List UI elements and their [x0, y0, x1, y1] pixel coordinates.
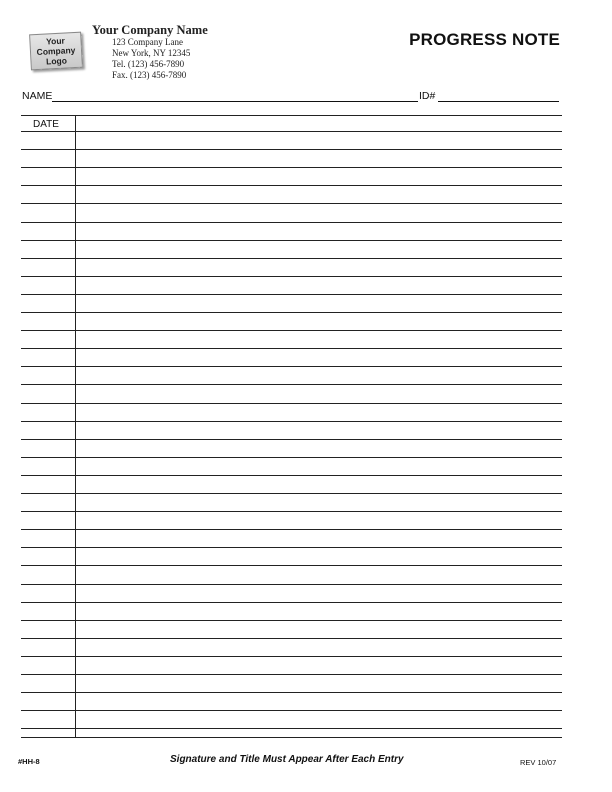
ruled-line — [21, 737, 562, 738]
ruled-line — [21, 222, 562, 223]
ruled-line — [21, 511, 562, 512]
ruled-line — [21, 439, 562, 440]
ruled-line — [21, 348, 562, 349]
company-fax: Fax. (123) 456-7890 — [112, 70, 187, 80]
ruled-line — [21, 294, 562, 295]
revision-label: REV 10/07 — [520, 758, 557, 767]
company-name: Your Company Name — [92, 23, 208, 37]
ruled-line — [21, 656, 562, 657]
company-info — [92, 23, 208, 81]
ruled-line — [21, 384, 562, 385]
ruled-line — [21, 131, 562, 132]
signature-notice: Signature and Title Must Appear After Each Entry — [170, 754, 404, 765]
ruled-line — [21, 620, 562, 621]
form-number: #HH-8 — [18, 757, 40, 766]
name-field-line[interactable] — [52, 101, 418, 102]
ruled-line — [21, 638, 562, 639]
name-label: NAME — [22, 90, 53, 102]
ruled-line — [21, 421, 562, 422]
ruled-line — [21, 403, 562, 404]
ruled-line — [21, 547, 562, 548]
date-column-divider — [75, 115, 76, 738]
ruled-line — [21, 674, 562, 675]
ruled-line — [21, 240, 562, 241]
ruled-line — [21, 710, 562, 711]
id-field-line[interactable] — [438, 101, 559, 102]
ruled-line — [21, 203, 562, 204]
ruled-line — [21, 475, 562, 476]
company-city: New York, NY 12345 — [112, 48, 191, 58]
ruled-line — [21, 728, 562, 729]
logo-line-1: Your — [45, 35, 66, 47]
date-column-header: DATE — [33, 119, 59, 130]
id-label: ID# — [419, 90, 436, 102]
ruled-line — [21, 584, 562, 585]
ruled-line — [21, 276, 562, 277]
ruled-line — [21, 330, 562, 331]
ruled-line — [21, 149, 562, 150]
ruled-line — [21, 529, 562, 530]
ruled-line — [21, 366, 562, 367]
company-address: 123 Company Lane — [112, 37, 183, 47]
logo-line-3: Logo — [45, 55, 68, 67]
company-tel: Tel. (123) 456-7890 — [112, 59, 185, 69]
notes-table — [21, 115, 562, 738]
ruled-line — [21, 457, 562, 458]
ruled-line — [21, 565, 562, 566]
logo-line-2: Company — [36, 44, 76, 58]
form-title: PROGRESS NOTE — [409, 30, 560, 49]
ruled-line — [21, 185, 562, 186]
ruled-line — [21, 493, 562, 494]
ruled-line — [21, 692, 562, 693]
table-top-border — [21, 115, 562, 116]
ruled-line — [21, 312, 562, 313]
company-logo-placeholder — [29, 32, 83, 71]
ruled-line — [21, 258, 562, 259]
ruled-line — [21, 602, 562, 603]
ruled-line — [21, 167, 562, 168]
